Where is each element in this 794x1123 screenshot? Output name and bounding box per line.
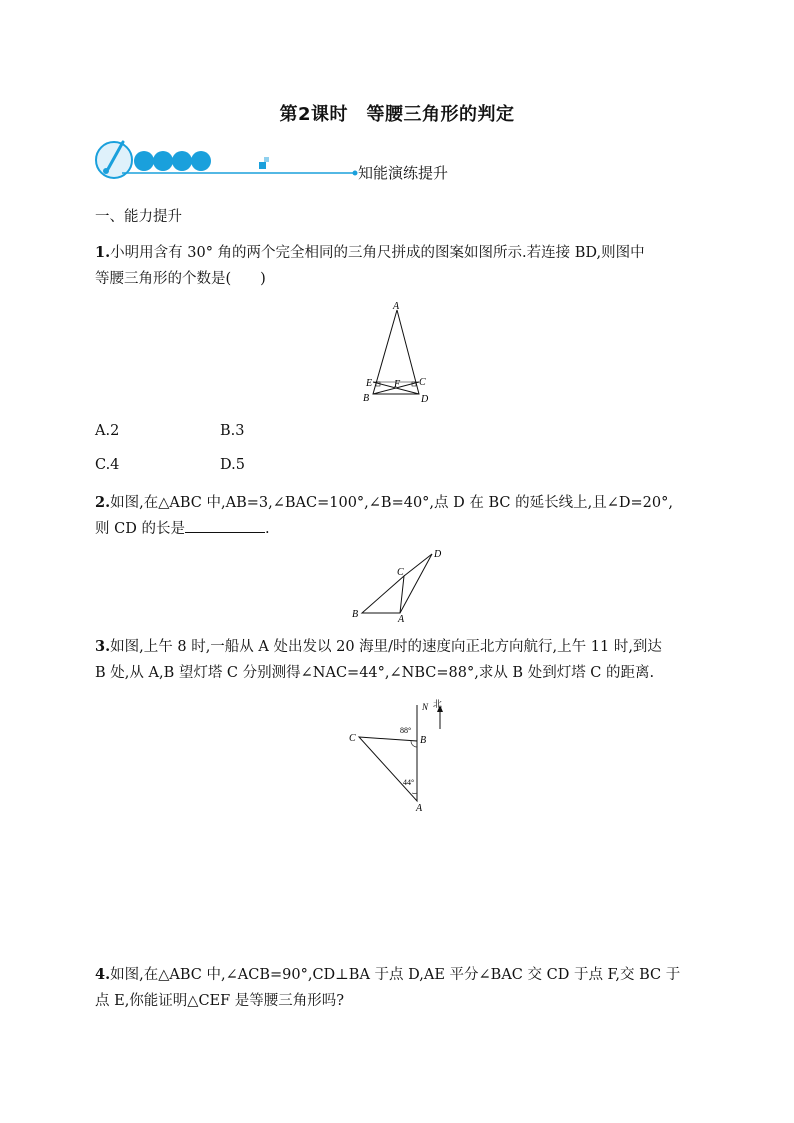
option-c[interactable]: C.4: [95, 457, 120, 473]
label-angle-88: 88°: [400, 726, 412, 735]
label-D: D: [434, 549, 442, 560]
question-number: 1.: [95, 244, 111, 261]
label-E: E: [366, 378, 373, 389]
label-A: A: [393, 301, 400, 312]
question-number: 4.: [95, 966, 111, 983]
label-N: N: [422, 702, 429, 712]
banner-dot: [153, 151, 173, 171]
label-C: C: [419, 377, 426, 388]
label-F: F: [394, 379, 401, 390]
question-text: 小明用含有 30° 角的两个完全相同的三角尺拼成的图案如图所示.若连接 BD,则图中: [110, 245, 645, 261]
label-A: A: [398, 614, 405, 625]
label-C: C: [397, 567, 404, 578]
banner-dot: [172, 151, 192, 171]
figure-q3: [345, 695, 455, 819]
answer-blank[interactable]: [185, 518, 265, 533]
question-text: 如图,在△ABC 中,AB=3,∠BAC=100°,∠B=40°,点 D 在 BC 的延长线上,且∠D=20°,: [110, 495, 673, 511]
question-text: 则 CD 的长是: [95, 521, 185, 537]
label-C: C: [349, 733, 356, 744]
question-2: 2.如图,在△ABC 中,AB=3,∠BAC=100°,∠B=40°,点 D 在 BC 的延长线上,且∠D=20°, 则 CD 的长是 .: [95, 494, 673, 537]
question-number: 3.: [95, 638, 111, 655]
banner-dot: [191, 151, 211, 171]
banner-label: 知能演练提升: [358, 164, 449, 182]
label-B: B: [363, 393, 370, 404]
option-d[interactable]: D.5: [220, 457, 245, 473]
option-b[interactable]: B.3: [220, 423, 245, 439]
figure-q2: [348, 545, 448, 629]
label-north: 北: [433, 699, 443, 709]
label-angle-44: 44°: [403, 778, 415, 787]
question-text: 如图,在△ABC 中,∠ACB=90°,CD⊥BA 于点 D,AE 平分∠BAC 交 CD 于点 F,交 BC 于: [110, 967, 681, 983]
label-A: A: [416, 803, 423, 814]
question-1: [95, 240, 700, 292]
question-text: 等腰三角形的个数是( ): [95, 271, 266, 287]
figure-q1: [355, 298, 445, 412]
page-title: 第2课时 等腰三角形的判定: [279, 104, 515, 125]
question-text: 点 E,你能证明△CEF 是等腰三角形吗?: [95, 993, 345, 1009]
question-4: [95, 962, 700, 1014]
question-text: B 处,从 A,B 望灯塔 C 分别测得∠NAC=44°,∠NBC=88°,求从 B 处到灯塔 C 的距离.: [95, 665, 655, 681]
label-B: B: [352, 609, 359, 620]
option-a[interactable]: A.2: [95, 423, 120, 439]
square-mark-icon: [259, 162, 266, 169]
banner-dot: [134, 151, 154, 171]
question-text: 如图,上午 8 时,一船从 A 处出发以 20 海里/时的速度向正北方向航行,上午 11 时,到达: [110, 639, 662, 655]
label-D: D: [421, 394, 429, 405]
label-B: B: [420, 735, 427, 746]
section-heading: 一、能力提升: [95, 209, 182, 225]
question-number: 2.: [95, 494, 111, 511]
question-3: [95, 634, 700, 686]
